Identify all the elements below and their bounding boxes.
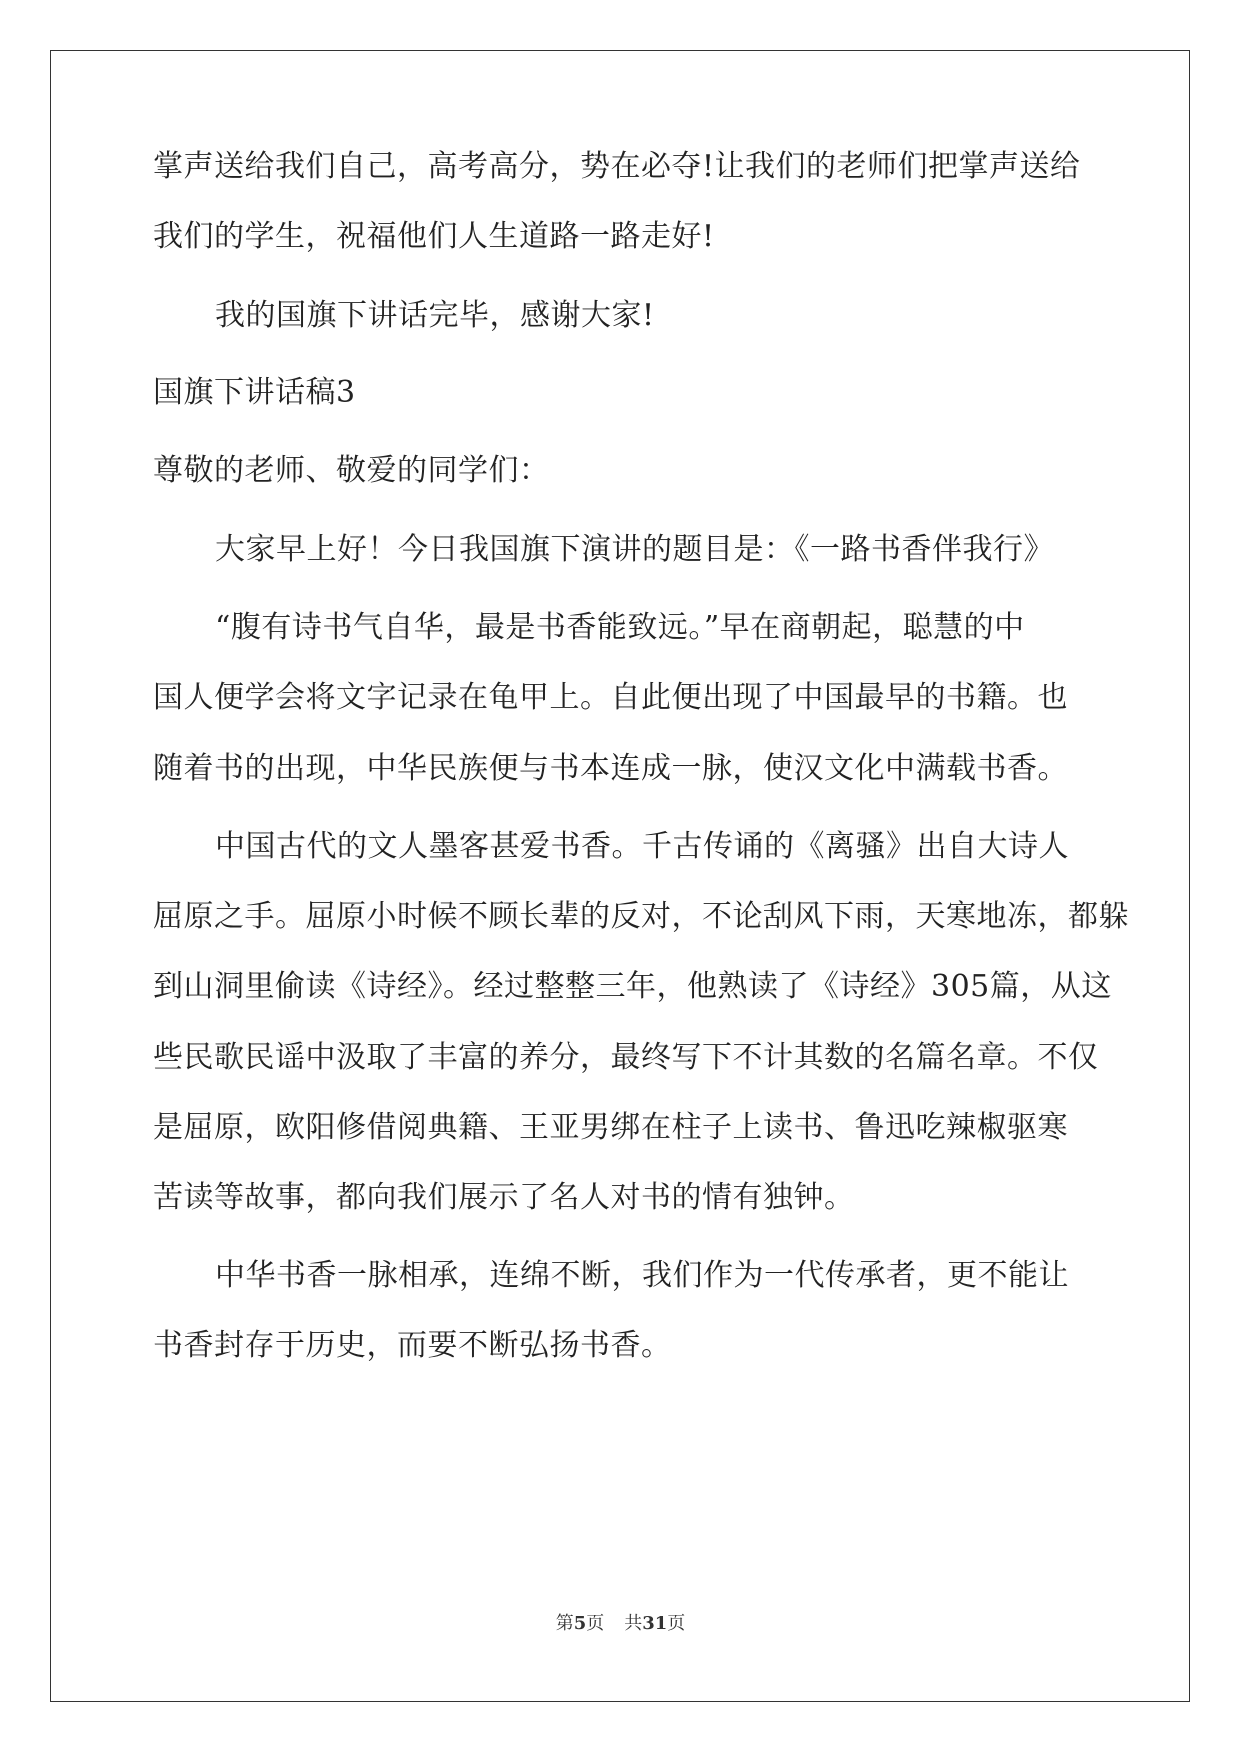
total-suffix: 页 — [667, 1613, 686, 1634]
page-prefix: 第 — [555, 1613, 574, 1634]
text-line: “腹有诗书气自华，最是书香能致远。”早在商朝起，聪慧的中 — [215, 610, 1025, 645]
salutation: 尊敬的老师、敬爱的同学们： — [153, 453, 550, 488]
text-line: 屈原之手。屈原小时候不顾长辈的反对，不论刮风下雨，天寒地冻，都躲 — [153, 899, 1129, 934]
text-line: 随着书的出现，中华民族便与书本连成一脉，使汉文化中满载书香。 — [153, 751, 1068, 786]
text-line: 书香封存于历史，而要不断弘扬书香。 — [153, 1328, 672, 1363]
page-footer — [0, 1612, 1241, 1636]
page-number: 5 — [573, 1613, 587, 1634]
total-pages: 31 — [642, 1613, 668, 1634]
text-line: 我们的学生，祝福他们人生道路一路走好! — [153, 219, 715, 254]
text-line: 苦读等故事，都向我们展示了名人对书的情有独钟。 — [153, 1180, 855, 1215]
page-suffix: 页 — [586, 1613, 605, 1634]
section-heading: 国旗下讲话稿3 — [153, 375, 356, 410]
text-line: 是屈原，欧阳修借阅典籍、王亚男绑在柱子上读书、鲁迅吃辣椒驱寒 — [153, 1110, 1068, 1145]
total-prefix: 共 — [624, 1613, 643, 1634]
text-line: 些民歌民谣中汲取了丰富的养分，最终写下不计其数的名篇名章。不仅 — [153, 1040, 1099, 1075]
text-line: 大家早上好！今日我国旗下演讲的题目是：《一路书香伴我行》 — [215, 532, 1054, 567]
text-line: 到山洞里偷读《诗经》。经过整整三年，他熟读了《诗经》305篇，从这 — [153, 969, 1112, 1004]
text-line: 中华书香一脉相承，连绵不断，我们作为一代传承者，更不能让 — [215, 1258, 1069, 1293]
text-line: 我的国旗下讲话完毕，感谢大家! — [215, 298, 655, 333]
text-line: 国人便学会将文字记录在龟甲上。自此便出现了中国最早的书籍。也 — [153, 680, 1068, 715]
text-line: 中国古代的文人墨客甚爱书香。千古传诵的《离骚》出自大诗人 — [215, 829, 1069, 864]
text-line: 掌声送给我们自己，高考高分，势在必夺!让我们的老师们把掌声送给 — [153, 149, 1081, 184]
